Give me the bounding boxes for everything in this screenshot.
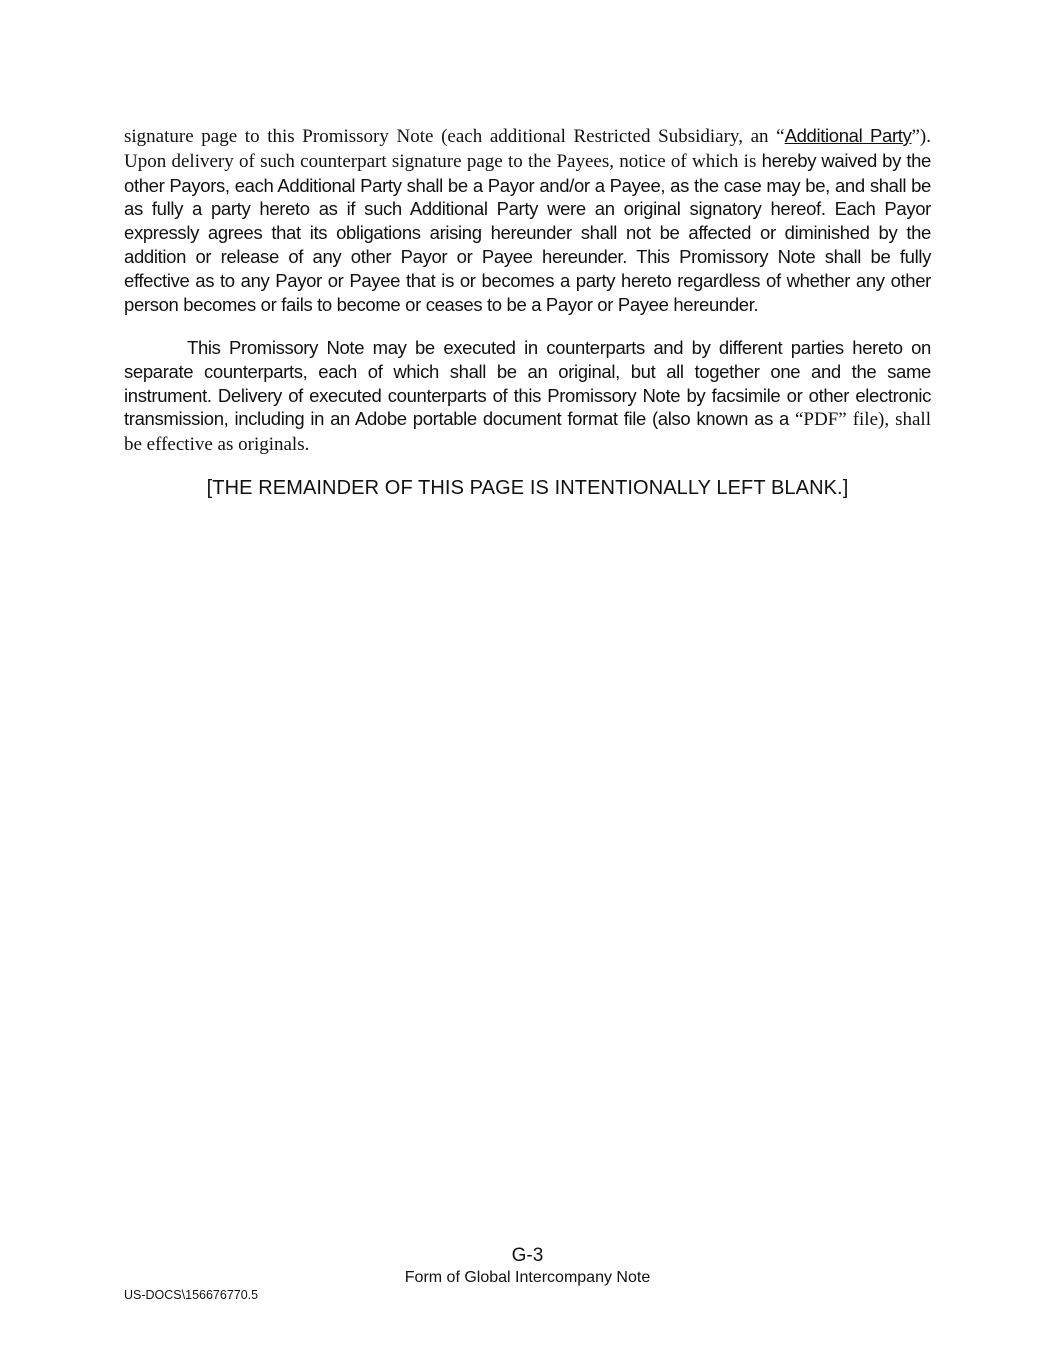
defined-term-additional-party: Additional Party	[784, 125, 912, 146]
paragraph-counterparts	[124, 336, 931, 457]
page-number: G-3	[511, 1245, 544, 1266]
paragraph-1-text: hereby waived by the other Payors, each Additional Party shall be a Payor and/or a Payee, as the case may be, and shall be as fully a party hereto as if such Additional Party were an original signatory hereof. Each Payor expressly agrees that its obligations arising hereunder shall not be affected or diminished by the addition or release of any other Payor or Payee hereunder. This Promissory Note shall be fully effective as to any Payor or Payee that is or becomes a party hereto regardless of whether any other person becomes or fails to become or ceases to be a Payor or Payee hereunder.	[124, 149, 931, 315]
document-id: US-DOCS\156676770.5	[124, 1288, 259, 1302]
paragraph-2-text-serif: “PDF” file), shall be effective as originals.	[124, 409, 931, 456]
paragraph-1-text-serif-continued: ”). Upon delivery of such counterpart signature page to the Payees, notice of which is	[124, 126, 931, 172]
paragraph-2-text: This Promissory Note may be executed in counterparts and by different parties hereto on separate counterparts, each of which shall be an original, but all together one and the same instrument. Delivery of executed counterparts of this Promissory Note by facsimile or other electronic transmission, including in an Adobe portable document format file (also known as a	[124, 337, 931, 430]
paragraph-additional-party	[124, 124, 931, 316]
paragraph-1-text-serif: signature page to this Promissory Note (each additional Restricted Subsidiary, an “	[124, 126, 785, 147]
intentionally-blank-notice: [THE REMAINDER OF THIS PAGE IS INTENTIONALLY LEFT BLANK.]	[206, 477, 849, 499]
footer-form-title: Form of Global Intercompany Note	[404, 1269, 651, 1286]
